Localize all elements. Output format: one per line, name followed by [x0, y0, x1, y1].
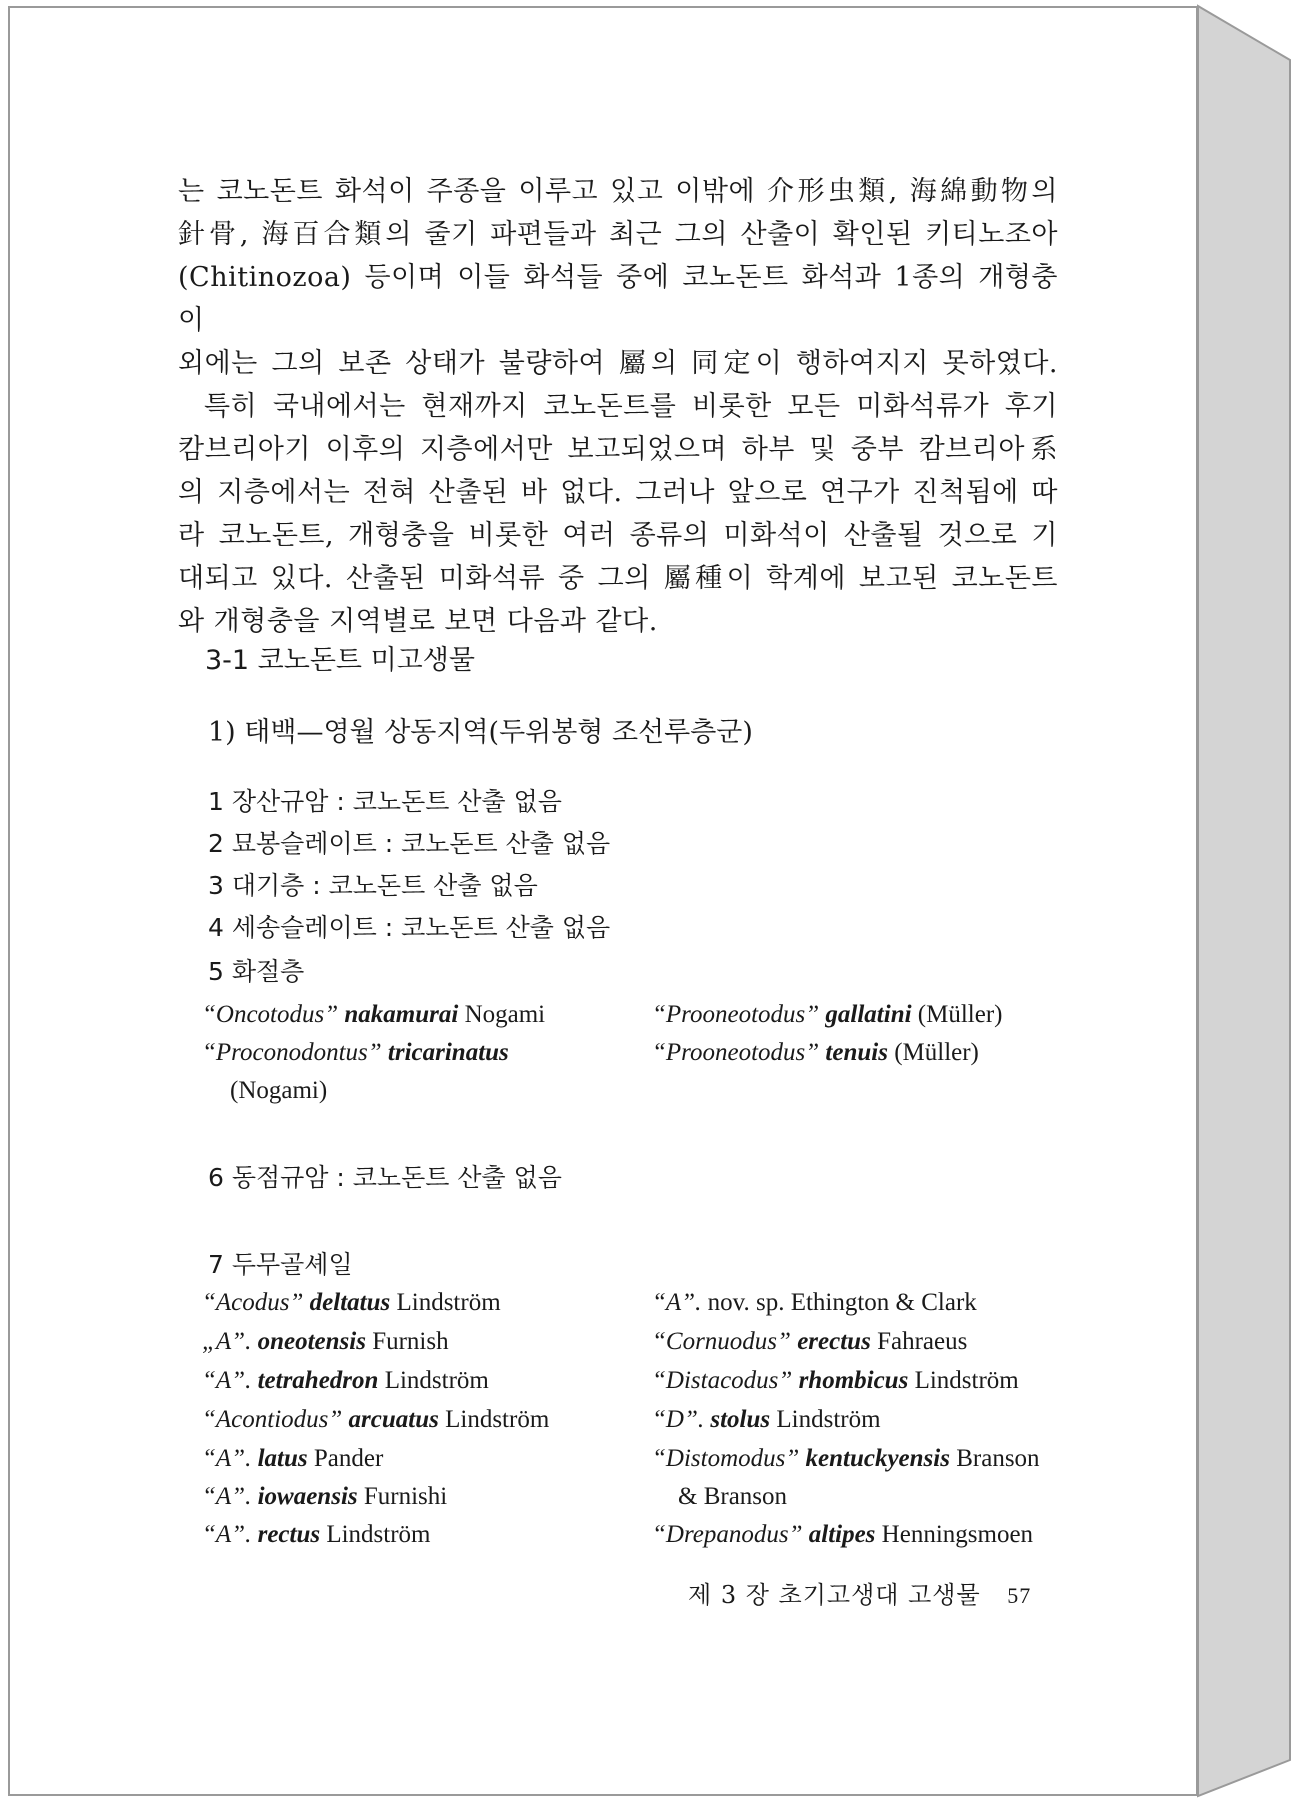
- species-epithet: rhombicus: [798, 1367, 909, 1394]
- species-entry: [202, 1441, 383, 1477]
- species-epithet: oneotensis: [257, 1328, 366, 1355]
- species-continuation: (Nogami): [230, 1077, 328, 1104]
- species-entry: [652, 1035, 979, 1071]
- layer-item: 4 세송슬레이트 : 코노돈트 산출 없음: [208, 913, 611, 942]
- chapter-title: 제 3 장 초기고생대 고생물: [688, 1581, 981, 1609]
- genus: “Prooneotodus”: [652, 1039, 820, 1066]
- species-entry: [652, 1363, 1019, 1399]
- species-entry: [652, 1402, 881, 1438]
- paragraph-line: 는 코노돈트 화석이 주종을 이루고 있고 이밖에 介形虫類, 海綿動物의: [178, 176, 1058, 207]
- species-epithet: kentuckyensis: [805, 1445, 950, 1472]
- subsection-title: 1) 태백—영월 상동지역(두위봉형 조선루층군): [208, 717, 753, 748]
- author: Lindström: [396, 1289, 501, 1316]
- species-continuation: [678, 1479, 787, 1515]
- species-epithet: erectus: [797, 1328, 871, 1355]
- species-epithet: deltatus: [309, 1289, 391, 1316]
- layer-item: 6 동점규암 : 코노돈트 산출 없음: [208, 1163, 562, 1192]
- paragraph-line: 특히 국내에서는 현재까지 코노돈트를 비롯한 모든 미화석류가 후기: [204, 391, 1058, 422]
- author: Henningsmoen: [881, 1521, 1034, 1548]
- species-entry: [652, 997, 1003, 1033]
- species-epithet: tetrahedron: [257, 1367, 379, 1394]
- species-epithet: arcuatus: [348, 1406, 439, 1433]
- paragraph-line: 캄브리아기 이후의 지층에서만 보고되었으며 하부 및 중부 캄브리아系: [178, 434, 1058, 465]
- author: Nogami: [464, 1001, 546, 1028]
- genus: “A”.: [202, 1367, 252, 1394]
- author: Lindström: [776, 1406, 881, 1433]
- author: Furnish: [372, 1328, 449, 1355]
- species-entry: [202, 997, 545, 1033]
- species-epithet: tricarinatus: [387, 1039, 509, 1066]
- species-epithet: latus: [257, 1445, 308, 1472]
- species-epithet: rectus: [257, 1521, 321, 1548]
- author: & Branson: [678, 1483, 788, 1510]
- genus: “Distacodus”: [652, 1367, 793, 1394]
- intro-text: [178, 170, 1058, 643]
- genus: “Acontiodus”: [202, 1406, 343, 1433]
- author: (Müller): [894, 1039, 979, 1066]
- genus: “A”.: [202, 1521, 252, 1548]
- species-epithet: altipes: [808, 1521, 876, 1548]
- genus: “Prooneotodus”: [652, 1001, 820, 1028]
- species-epithet: nakamurai: [344, 1001, 459, 1028]
- genus: “D”.: [652, 1406, 705, 1433]
- species-epithet: tenuis: [825, 1039, 888, 1066]
- species-epithet: iowaensis: [257, 1483, 358, 1510]
- layer-item: 3 대기층 : 코노돈트 산출 없음: [208, 871, 538, 900]
- genus: “Proconodontus”: [202, 1039, 382, 1066]
- species-epithet: gallatini: [825, 1001, 912, 1028]
- paragraph-line: 라 코노돈트, 개형충을 비롯한 여러 종류의 미화석이 산출될 것으로 기: [178, 520, 1058, 551]
- layer-item: 1 장산규암 : 코노돈트 산출 없음: [208, 787, 562, 816]
- section-title: 3-1 코노돈트 미고생물: [205, 645, 475, 676]
- layer-item: 5 화절층: [208, 957, 305, 986]
- genus: “A”.: [652, 1289, 702, 1316]
- page-footer: [688, 1577, 1031, 1614]
- species-entry: [202, 1479, 447, 1515]
- paragraph-line: 針骨, 海百合類의 줄기 파편들과 최근 그의 산출이 확인된 키티노조아: [178, 219, 1058, 250]
- author: nov. sp. Ethington & Clark: [707, 1289, 977, 1316]
- author: Branson: [956, 1445, 1040, 1472]
- species-entry: [652, 1324, 967, 1360]
- author: Lindström: [326, 1521, 431, 1548]
- genus: “Oncotodus”: [202, 1001, 339, 1028]
- genus: “Acodus”: [202, 1289, 304, 1316]
- layer-item: 7 두무골셰일: [208, 1250, 353, 1279]
- species-epithet: stolus: [710, 1406, 771, 1433]
- genus: “Distomodus”: [652, 1445, 800, 1472]
- genus: “A”.: [202, 1483, 252, 1510]
- species-entry: [652, 1517, 1033, 1553]
- paragraph-line: 와 개형충을 지역별로 보면 다음과 같다.: [178, 606, 658, 637]
- author: Lindström: [384, 1367, 489, 1394]
- author: Pander: [313, 1445, 384, 1472]
- genus: „A”.: [202, 1328, 252, 1355]
- species-entry: [202, 1035, 509, 1071]
- genus: “A”.: [202, 1445, 252, 1472]
- species-entry: [202, 1324, 449, 1360]
- species-entry: [652, 1441, 1040, 1477]
- genus: “Drepanodus”: [652, 1521, 803, 1548]
- species-entry: [202, 1285, 501, 1321]
- author: Furnishi: [363, 1483, 448, 1510]
- paragraph-line: 외에는 그의 보존 상태가 불량하여 屬의 同定이 행하여지지 못하였다.: [178, 348, 1058, 379]
- paragraph-line: (Chitinozoa) 등이며 이들 화석들 중에 코노돈트 화석과 1종의 개형충 이: [178, 262, 1058, 336]
- page-number: 57: [1007, 1583, 1032, 1608]
- author: Fahraeus: [877, 1328, 968, 1355]
- paragraph-line: 대되고 있다. 산출된 미화석류 중 그의 屬種이 학계에 보고된 코노돈트: [178, 563, 1058, 594]
- species-entry: [202, 1517, 431, 1553]
- author: Lindström: [914, 1367, 1019, 1394]
- layer-item: 2 묘봉슬레이트 : 코노돈트 산출 없음: [208, 829, 611, 858]
- genus: “Cornuodus”: [652, 1328, 791, 1355]
- author: Lindström: [445, 1406, 550, 1433]
- species-entry: [202, 1363, 489, 1399]
- species-entry: [202, 1402, 549, 1438]
- author: (Müller): [917, 1001, 1003, 1028]
- paragraph-line: 의 지층에서는 전혀 산출된 바 없다. 그러나 앞으로 연구가 진척됨에 따: [178, 477, 1058, 508]
- species-entry: [652, 1285, 977, 1321]
